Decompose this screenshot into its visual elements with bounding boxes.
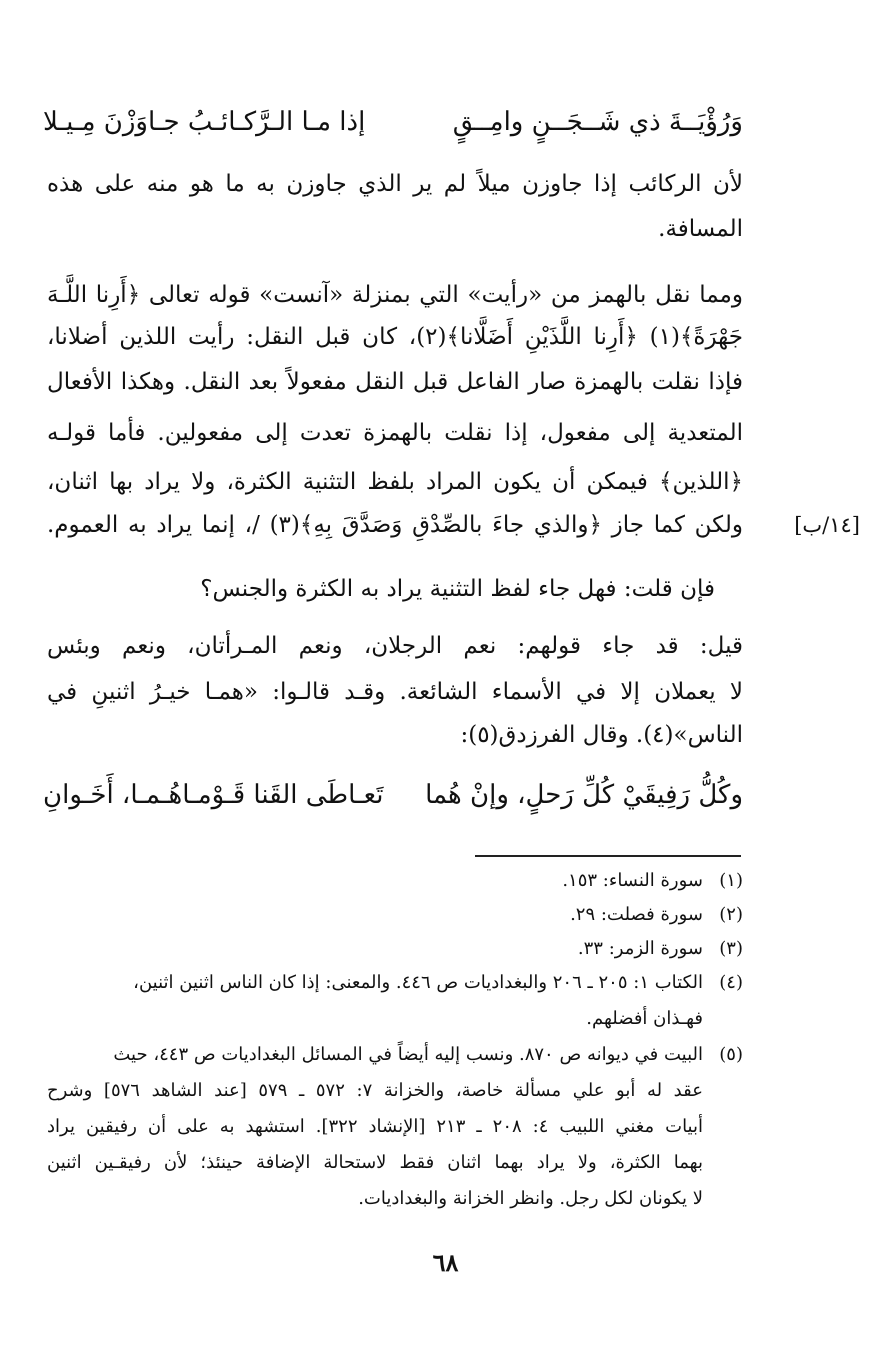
verse-line-1 — [43, 102, 743, 142]
verse-1-second-hemistich: إذا مـا الـرَّكـائـبُ جـاوَزْنَ مِـيـلا — [43, 107, 366, 137]
paragraph-3-line-3: الناس»(٤). وقال الفرزدق(٥): — [460, 722, 743, 748]
footnote-5-text-line-3: أبيات مغني اللبيب ٤: ٢٠٨ ـ ٢١٣ [الإنشاد ٣٢٢]. استشهد به على أن رفيقين يراد — [47, 1116, 703, 1137]
footnote-5-text-line-4: بهما الكثرة، ولا يراد بهما اثنان فقط لاستحالة الإضافة حينئذ؛ لأن رفيقـين اثنين — [47, 1152, 703, 1173]
footnote-5-number: (٥) — [719, 1044, 743, 1065]
footnote-4-text-line-1: الكتاب ١: ٢٠٥ ـ ٢٠٦ والبغداديات ص ٤٤٦. والمعنى: إذا كان الناس اثنين اثنين، — [133, 972, 703, 993]
footnote-3-number: (٣) — [719, 938, 743, 959]
footnote-3 — [47, 934, 743, 964]
paragraph-3-line-1: قيل: قد جاء قولهم: نعم الرجلان، ونعم المـرأتان، ونعم وبئس — [47, 633, 743, 659]
paragraph-1-line-2: المسافة. — [658, 216, 743, 242]
footnote-4 — [47, 968, 743, 998]
paragraph-2-line-3: فإذا نقلت بالهمزة صار الفاعل قبل النقل مفعولاً بعد النقل. وهكذا الأفعال — [47, 369, 743, 395]
paragraph-2-line-2: جَهْرَةً﴾(١) ﴿أَرِنا اللَّذَيْنِ أَضَلَّانا﴾(٢)، كان قبل النقل: رأيت اللذين أضلانا، — [47, 324, 743, 350]
paragraph-3-line-2: لا يعملان إلا في الأسماء الشائعة. وقـد قالـوا: «همـا خيـرُ اثنينِ في — [47, 679, 743, 705]
paragraph-1-line-1: لأن الركائب إذا جاوزن ميلاً لم ير الذي جاوزن به ما هو منه على هذه — [47, 171, 743, 197]
footnote-2 — [47, 900, 743, 930]
footnote-5-text-line-2: عقد له أبو علي مسألة خاصة، والخزانة ٧: ٥٧٢ ـ ٥٧٩ [عند الشاهد ٥٧٦] وشرح — [47, 1080, 703, 1101]
verse-2-first-hemistich: وكُلُّ رَفِيقَيْ كُلِّ رَحلٍ، وإنْ هُما — [425, 780, 743, 810]
paragraph-2-line-1: ومما نقل بالهمز من «رأيت» التي بمنزلة «آنست» قوله تعالى ﴿أَرِنا اللَّـهَ — [47, 282, 743, 308]
footnote-3-text: سورة الزمر: ٣٣. — [577, 938, 703, 959]
footnote-2-number: (٢) — [719, 904, 743, 925]
footnote-5-text-line-5: لا يكونان لكل رجل. وانظر الخزانة والبغداديات. — [358, 1188, 703, 1209]
paragraph-2-line-5: ﴿اللذين﴾ فيمكن أن يكون المراد بلفظ التثنية الكثرة، ولا يراد بها اثنان، — [47, 469, 743, 495]
footnote-1 — [47, 866, 743, 896]
footnote-1-number: (١) — [719, 870, 743, 891]
footnote-1-text: سورة النساء: ١٥٣. — [562, 870, 703, 891]
manuscript-folio-marker: [١٤/ب] — [794, 513, 860, 537]
paragraph-2-line-6: ولكن كما جاز ﴿والذي جاءَ بالصِّدْقِ وَصَدَّقَ بِهِ﴾(٣) /، إنما يراد به العموم. — [47, 512, 743, 538]
footnote-5 — [47, 1040, 743, 1070]
verse-1-first-hemistich: وَرُؤْيَــةَ ذي شَــجَــنٍ وامِــقٍ — [452, 107, 743, 137]
footnote-5-text-line-1: البيت في ديوانه ص ٨٧٠. ونسب إليه أيضاً في المسائل البغداديات ص ٤٤٣، حيث — [113, 1044, 703, 1065]
footnote-4-number: (٤) — [719, 972, 743, 993]
footnote-separator — [475, 855, 741, 857]
page-number: ٦٨ — [432, 1248, 459, 1277]
paragraph-2-line-4: المتعدية إلى مفعول، إذا نقلت بالهمزة تعدت إلى مفعولين. فأما قولـه — [47, 420, 743, 446]
footnote-2-text: سورة فصلت: ٢٩. — [570, 904, 703, 925]
verse-line-2 — [43, 775, 743, 815]
verse-2-second-hemistich: تَعـاطَى القَنا قَـوْمـاهُـمـا، أَخَـوانِ — [43, 780, 384, 810]
footnote-4-text-line-2: فهـذان أفضلهم. — [586, 1008, 703, 1029]
question-line: فإن قلت: فهل جاء لفظ التثنية يراد به الكثرة والجنس؟ — [200, 576, 715, 602]
